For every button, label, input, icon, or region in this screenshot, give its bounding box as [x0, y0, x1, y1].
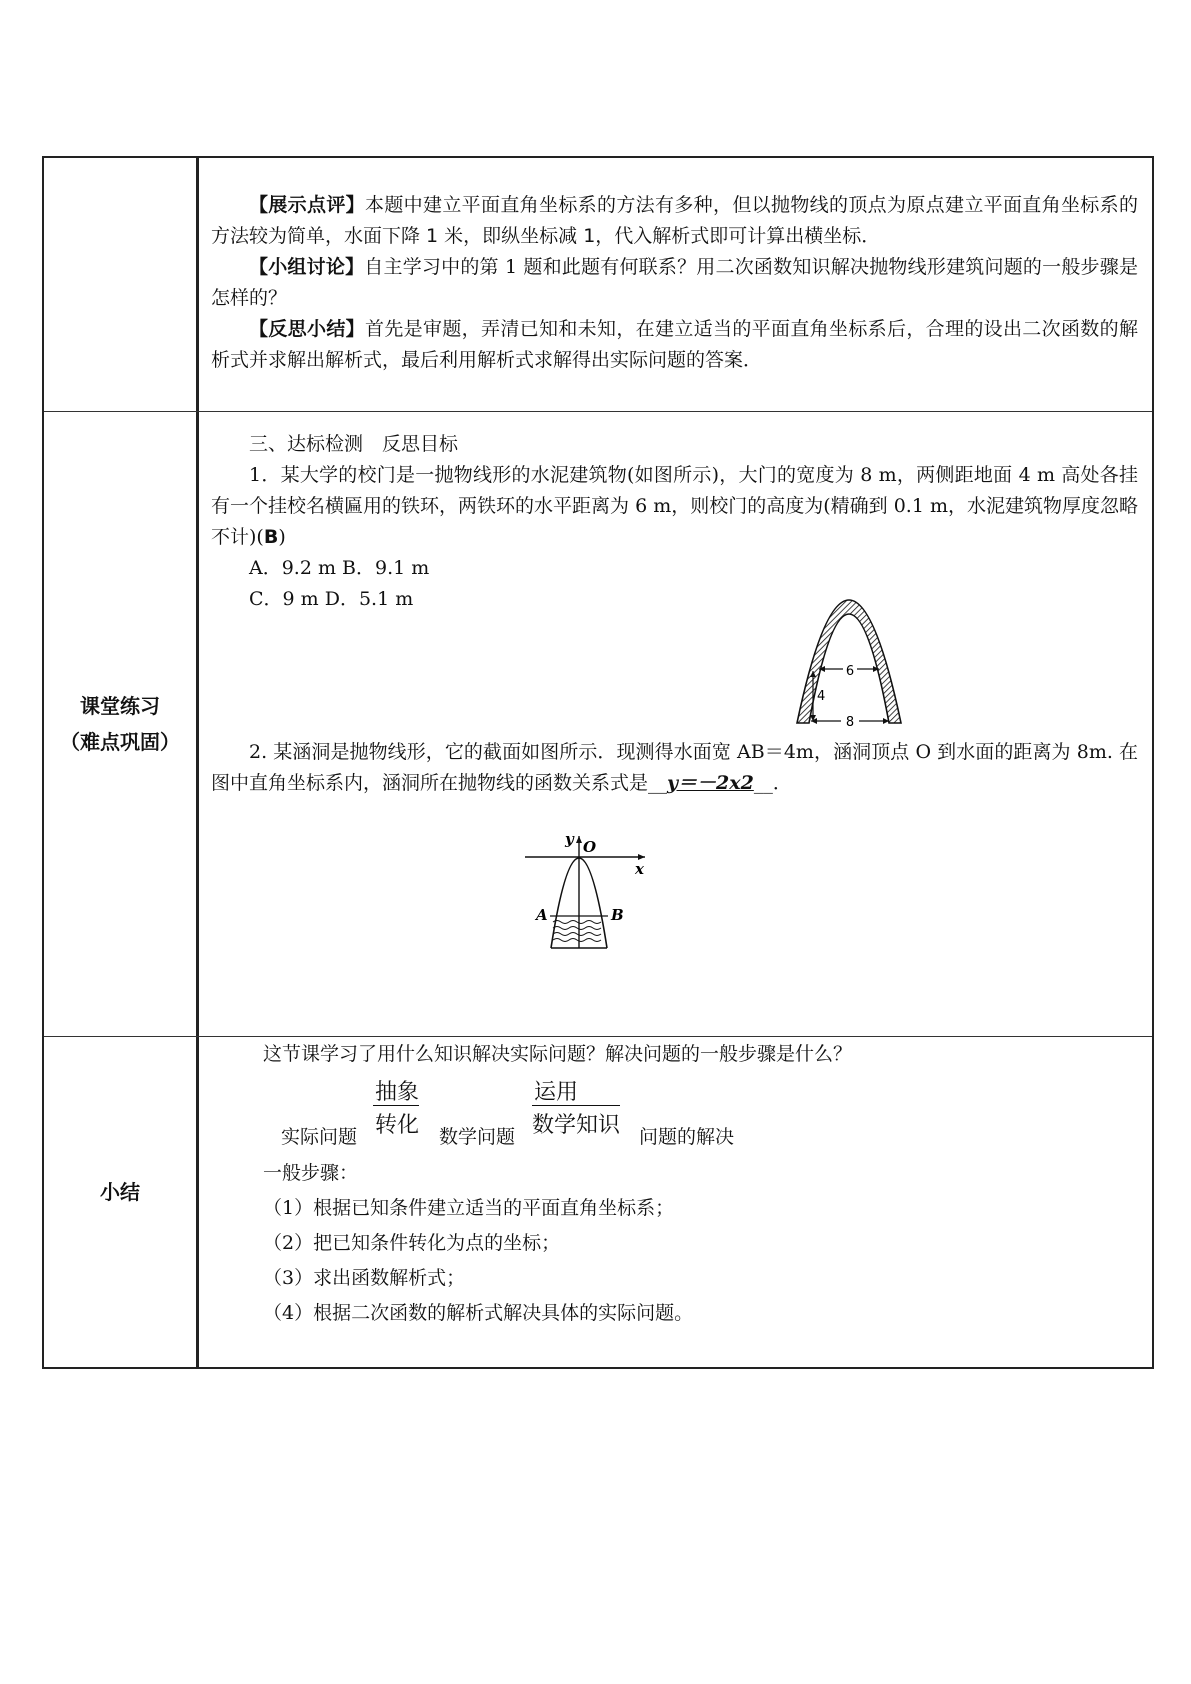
step-3: （3）求出函数解析式； — [263, 1267, 466, 1289]
culvert-figure — [523, 830, 653, 955]
summary-label-text: 小结 — [100, 1180, 140, 1204]
summary-label — [44, 1037, 199, 1367]
gate-label-8: 8 — [845, 715, 855, 730]
question-2-end: ． — [772, 772, 792, 794]
reflection-tag: 【反思小结】 — [249, 318, 365, 340]
gate-label-6: 6 — [845, 664, 855, 679]
section-heading: 三、达标检测 反思目标 — [249, 433, 459, 455]
step-4: （4）根据二次函数的解析式解决具体的实际问题。 — [263, 1302, 694, 1324]
question-1-options-line2: C．9 m D．5.1 m — [249, 588, 414, 610]
reflection-text: 首先是审题，弄清已知和未知，在建立适当的平面直角坐标系后，合理的设出二次函数的解析式并求解出解析式，最后利用解析式求解得出实际问题的答案． — [211, 318, 1138, 371]
flow-diagram — [211, 1070, 1138, 1148]
gate-parabola-figure — [793, 597, 918, 732]
display-review-tag: 【展示点评】 — [249, 194, 365, 216]
row-discussion — [44, 158, 1152, 411]
practice-cell — [199, 412, 1152, 1036]
practice-label — [44, 412, 199, 1036]
flow-end: 问题的解决 — [639, 1126, 735, 1148]
display-review-paragraph — [211, 190, 1138, 252]
step-1: （1）根据已知条件建立适当的平面直角坐标系； — [263, 1197, 675, 1219]
display-review-text: 本题中建立平面直角坐标系的方法有多种，但以抛物线的顶点为原点建立平面直角坐标系的方法较为简单，水面下降 1 米，即纵坐标减 1，代入解析式即可计算出横坐标． — [211, 194, 1138, 247]
origin-label-o: O — [583, 838, 597, 856]
question-1-options-line1: A．9.2 m B．9.1 m — [249, 557, 430, 579]
flow-arrow2-top: 运用 — [534, 1080, 579, 1105]
reflection-paragraph — [211, 314, 1138, 376]
row-summary — [44, 1036, 1152, 1367]
flow-mid: 数学问题 — [439, 1126, 516, 1148]
flow-arrow1-top: 抽象 — [375, 1080, 420, 1105]
question-2-answer: y＝－2x2 — [667, 772, 754, 794]
group-discussion-paragraph — [211, 252, 1138, 314]
question-1-close: ) — [278, 526, 286, 548]
question-2-text: 2. 某涵洞是抛物线形，它的截面如图所示．现测得水面宽 AB＝4m，涵洞顶点 O 到水面的距离为 8m. 在图中直角坐标系内，涵洞所在抛物线的函数关系式是 — [211, 741, 1138, 794]
flow-arrow2-line — [532, 1105, 620, 1106]
practice-label-line1: 课堂练习 — [80, 694, 160, 718]
gate-label-4: 4 — [817, 689, 826, 704]
point-label-a: A — [536, 906, 548, 924]
flow-arrow1-bottom: 转化 — [375, 1113, 420, 1138]
question-1-answer: B — [263, 526, 279, 548]
axis-label-y: y — [565, 830, 574, 848]
question-1 — [211, 460, 1138, 553]
flow-arrow2-bottom: 数学知识 — [532, 1113, 621, 1138]
flow-start: 实际问题 — [281, 1126, 358, 1148]
row-practice — [44, 411, 1152, 1036]
summary-cell — [199, 1037, 1152, 1367]
summary-question: 这节课学习了用什么知识解决实际问题？解决问题的一般步骤是什么？ — [263, 1043, 853, 1065]
question-2: 2. 某涵洞是抛物线形，它的截面如图所示．现测得水面宽 AB＝4m，涵洞顶点 O 到水面的距离为 8m. 在图中直角坐标系内，涵洞所在抛物线的函数关系式是__y＝－2x2__． — [211, 741, 1138, 794]
row-label-empty — [44, 158, 199, 411]
lesson-table — [42, 156, 1154, 1369]
step-2: （2）把已知条件转化为点的坐标； — [263, 1232, 561, 1254]
group-discussion-tag: 【小组讨论】 — [249, 256, 365, 278]
discussion-cell — [199, 158, 1152, 411]
point-label-b: B — [611, 906, 624, 924]
steps-title: 一般步骤： — [263, 1162, 359, 1184]
question-1-text: 1．某大学的校门是一抛物线形的水泥建筑物(如图所示)，大门的宽度为 8 m，两侧距地面 4 m 高处各挂有一个挂校名横匾用的铁环，两铁环的水平距离为 6 m，则校门的高度为(精确到 0.1 m，水泥建筑物厚度忽略不计)( — [211, 464, 1138, 548]
axis-label-x: x — [635, 860, 644, 878]
practice-label-line2: （难点巩固） — [60, 730, 180, 754]
group-discussion-text: 自主学习中的第 1 题和此题有何联系？用二次函数知识解决抛物线形建筑问题的一般步骤是怎样的？ — [211, 256, 1138, 309]
flow-arrow1-line — [373, 1105, 419, 1106]
